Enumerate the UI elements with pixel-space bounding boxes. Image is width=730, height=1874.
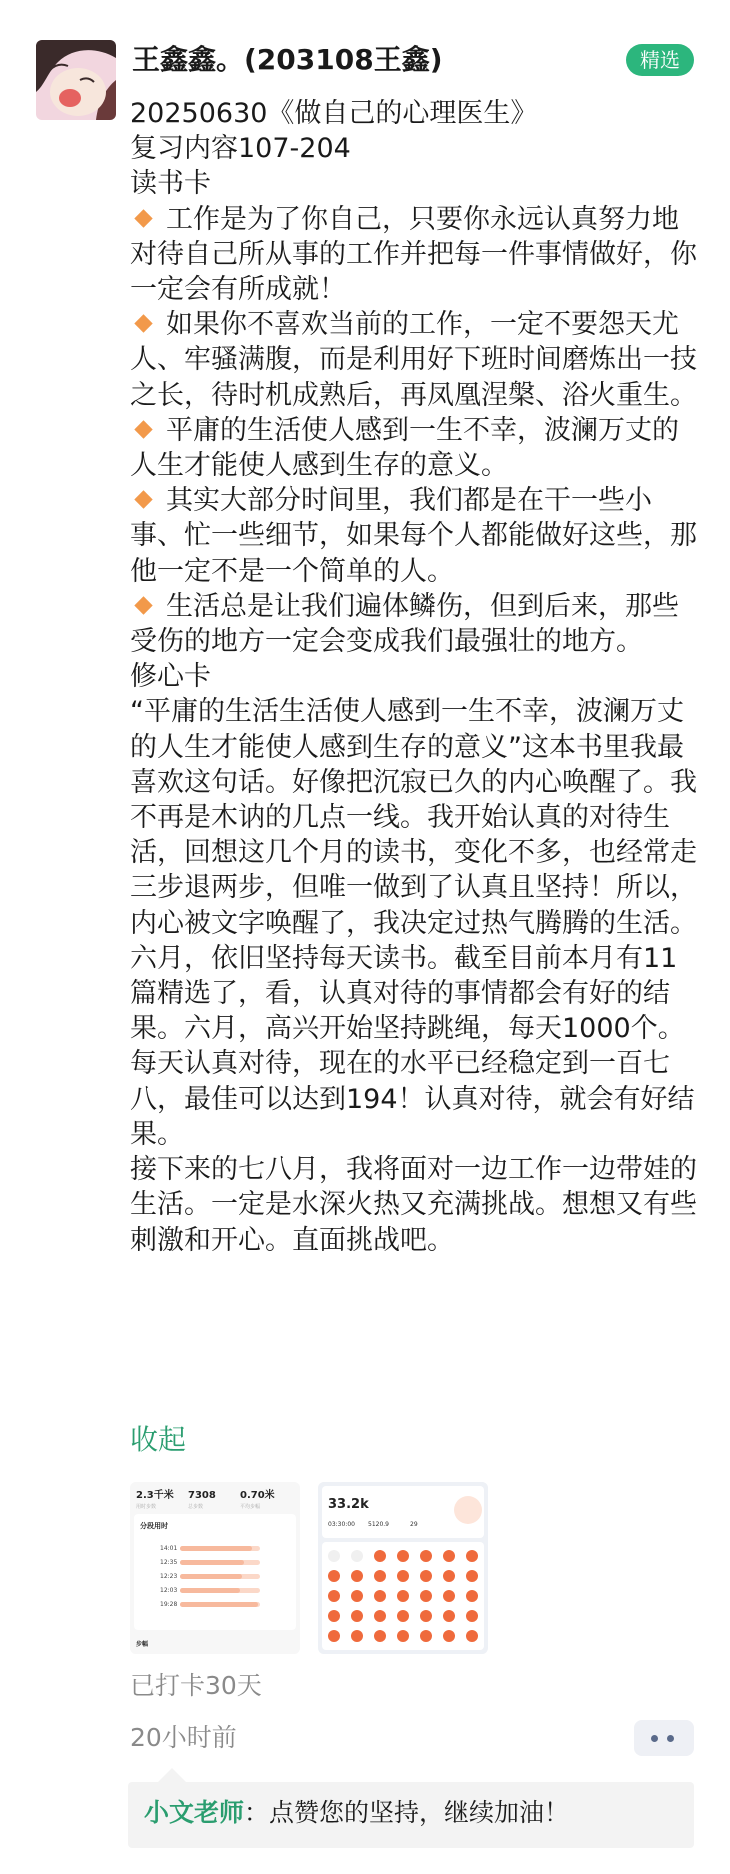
jump-rope-calendar-image bbox=[318, 1482, 488, 1654]
svg-text:12:23: 12:23 bbox=[160, 1573, 178, 1580]
comment-author[interactable]: 小文老师 bbox=[144, 1798, 245, 1827]
post-line: 复习内容107-204 bbox=[130, 133, 351, 165]
more-dots-icon bbox=[651, 1735, 658, 1742]
post-line: 修心卡 bbox=[130, 661, 211, 693]
username[interactable]: 王鑫鑫。(203108王鑫) bbox=[132, 43, 443, 76]
svg-text:12:03: 12:03 bbox=[160, 1587, 178, 1594]
collapse-link[interactable]: 收起 bbox=[130, 1423, 187, 1456]
calendar-day-dot bbox=[351, 1590, 363, 1602]
calendar-day-dot bbox=[374, 1570, 386, 1582]
calendar-day-dot bbox=[443, 1610, 455, 1622]
avatar[interactable] bbox=[36, 40, 116, 120]
calendar-day-dot bbox=[351, 1610, 363, 1622]
calendar-day-dot bbox=[397, 1550, 409, 1562]
image-thumbnail-1[interactable] bbox=[130, 1482, 300, 1654]
footer-label: 步幅 bbox=[136, 1641, 149, 1648]
calendar-day-dot bbox=[374, 1610, 386, 1622]
checkin-count: 已打卡30天 bbox=[130, 1671, 262, 1700]
stat-value: 7308 bbox=[188, 1490, 216, 1501]
stat-value: 5120.9 bbox=[368, 1521, 389, 1528]
bullet-text: 工作是为了你自己，只要你永远认真努力地对待自己所从事的工作并把每一件事情做好，你一定会有所成就！ bbox=[130, 203, 697, 306]
calendar-day-dot bbox=[328, 1610, 340, 1622]
orange-diamond-bullet-icon bbox=[134, 596, 152, 614]
orange-diamond-bullet-icon bbox=[134, 315, 152, 333]
svg-text:19:28: 19:28 bbox=[160, 1601, 178, 1608]
comment-text: 点赞您的坚持，继续加油！ bbox=[269, 1798, 570, 1827]
orange-diamond-bullet-icon bbox=[134, 491, 152, 509]
post-line: 读书卡 bbox=[130, 168, 211, 200]
bullet-text: 如果你不喜欢当前的工作，一定不要怨天尤人、牢骚满腹，而是利用好下班时间磨炼出一技之长，待时机成熟后，再凤凰涅槃、浴火重生。 bbox=[130, 309, 697, 411]
comment-separator: ： bbox=[244, 1798, 270, 1827]
image-thumbnail-2[interactable] bbox=[318, 1482, 488, 1654]
calendar-day-dot bbox=[420, 1590, 432, 1602]
calendar-day-dot bbox=[443, 1630, 455, 1642]
stat-label: 总步数 bbox=[188, 1504, 204, 1510]
fitness-stats-image bbox=[130, 1482, 300, 1654]
stat-label: 平均步幅 bbox=[240, 1504, 261, 1510]
svg-text:12:35: 12:35 bbox=[160, 1559, 178, 1566]
post-paragraph: 接下来的七八月，我将面对一边工作一边带娃的生活。一定是水深火热又充满挑战。想想又有些刺激和开心。直面挑战吧。 bbox=[130, 1154, 697, 1256]
calendar-day-dot bbox=[466, 1570, 478, 1582]
more-button[interactable] bbox=[634, 1720, 694, 1756]
post-line: 20250630《做自己的心理医生》 bbox=[130, 98, 538, 129]
calendar-day-dot bbox=[351, 1630, 363, 1642]
calendar-day-dot bbox=[420, 1570, 432, 1582]
calendar-day-dot bbox=[374, 1630, 386, 1642]
bullet-text: 平庸的生活使人感到一生不幸，波澜万丈的人生才能使人感到生存的意义。 bbox=[130, 414, 679, 482]
comment-pointer bbox=[158, 1768, 186, 1782]
calendar-day-dot bbox=[374, 1590, 386, 1602]
calendar-day-dot bbox=[443, 1590, 455, 1602]
calendar-day-dot bbox=[466, 1590, 478, 1602]
calendar-day-dot bbox=[328, 1630, 340, 1642]
post-paragraph: “平庸的生活生活使人感到一生不幸，波澜万丈的人生才能使人感到生存的意义”这本书里我最喜欢这句话。好像把沉寂已久的内心唤醒了。我不再是木讷的几点一线。我开始认真的对待生活，回想这几个月的读书，变化不多，也经常走三步退两步，但唯一做到了认真且坚持！所以，内心被文字唤醒了，我决定过热气腾腾的生活。 bbox=[130, 696, 697, 939]
calendar-day-dot bbox=[328, 1570, 340, 1582]
calendar-day-dot bbox=[420, 1630, 432, 1642]
orange-diamond-bullet-icon bbox=[134, 209, 152, 227]
orange-diamond-bullet-icon bbox=[134, 420, 152, 438]
post-content bbox=[130, 96, 702, 1258]
bullet-text: 其实大部分时间里，我们都是在干一些小事、忙一些细节，如果每个人都能做好这些，那他一定不是一个简单的人。 bbox=[130, 485, 697, 587]
big-value: 33.2k bbox=[328, 1497, 369, 1512]
calendar-day-dot bbox=[466, 1630, 478, 1642]
stat-label: 用时步数 bbox=[136, 1504, 157, 1510]
bullet-item bbox=[130, 202, 702, 308]
calendar-day-dot bbox=[443, 1550, 455, 1562]
calendar-day-dot bbox=[397, 1570, 409, 1582]
more-dots-icon bbox=[667, 1735, 674, 1742]
calendar-day-dot bbox=[397, 1630, 409, 1642]
calendar-day-dot bbox=[420, 1610, 432, 1622]
stat-value: 2.3千米 bbox=[136, 1490, 174, 1501]
calendar-day-dot bbox=[328, 1590, 340, 1602]
calendar-day-dot bbox=[397, 1610, 409, 1622]
calendar-day-dot bbox=[374, 1550, 386, 1562]
calendar-day-dot bbox=[466, 1550, 478, 1562]
calendar-day-dot bbox=[351, 1550, 363, 1562]
comment[interactable] bbox=[144, 1795, 569, 1831]
section-title: 分段用时 bbox=[140, 1522, 168, 1530]
calendar-day-dot bbox=[420, 1550, 432, 1562]
featured-badge: 精选 bbox=[626, 44, 694, 76]
bullet-item bbox=[130, 589, 702, 659]
bullet-text: 生活总是让我们遍体鳞伤，但到后来，那些受伤的地方一定会变成我们最强壮的地方。 bbox=[130, 590, 679, 658]
calendar-day-dot bbox=[397, 1590, 409, 1602]
post-time: 20小时前 bbox=[130, 1723, 237, 1752]
bullet-item bbox=[130, 413, 702, 483]
stat-value: 29 bbox=[410, 1521, 418, 1528]
bullet-item bbox=[130, 307, 702, 413]
stat-value: 0.70米 bbox=[240, 1490, 275, 1501]
svg-text:14:01: 14:01 bbox=[160, 1545, 178, 1552]
calendar-day-dot bbox=[443, 1570, 455, 1582]
bullet-item bbox=[130, 483, 702, 589]
stat-value: 03:30:00 bbox=[328, 1521, 355, 1528]
post-paragraph: 六月，依旧坚持每天读书。截至目前本月有11篇精选了，看，认真对待的事情都会有好的结果。六月，高兴开始坚持跳绳，每天1000个。每天认真对待，现在的水平已经稳定到一百七八，最佳可以达到194！认真对待，就会有好结果。 bbox=[130, 942, 695, 1150]
avatar-illustration bbox=[36, 40, 116, 120]
calendar-day-dot bbox=[466, 1610, 478, 1622]
calendar-day-dot bbox=[328, 1550, 340, 1562]
calendar-day-dot bbox=[351, 1570, 363, 1582]
